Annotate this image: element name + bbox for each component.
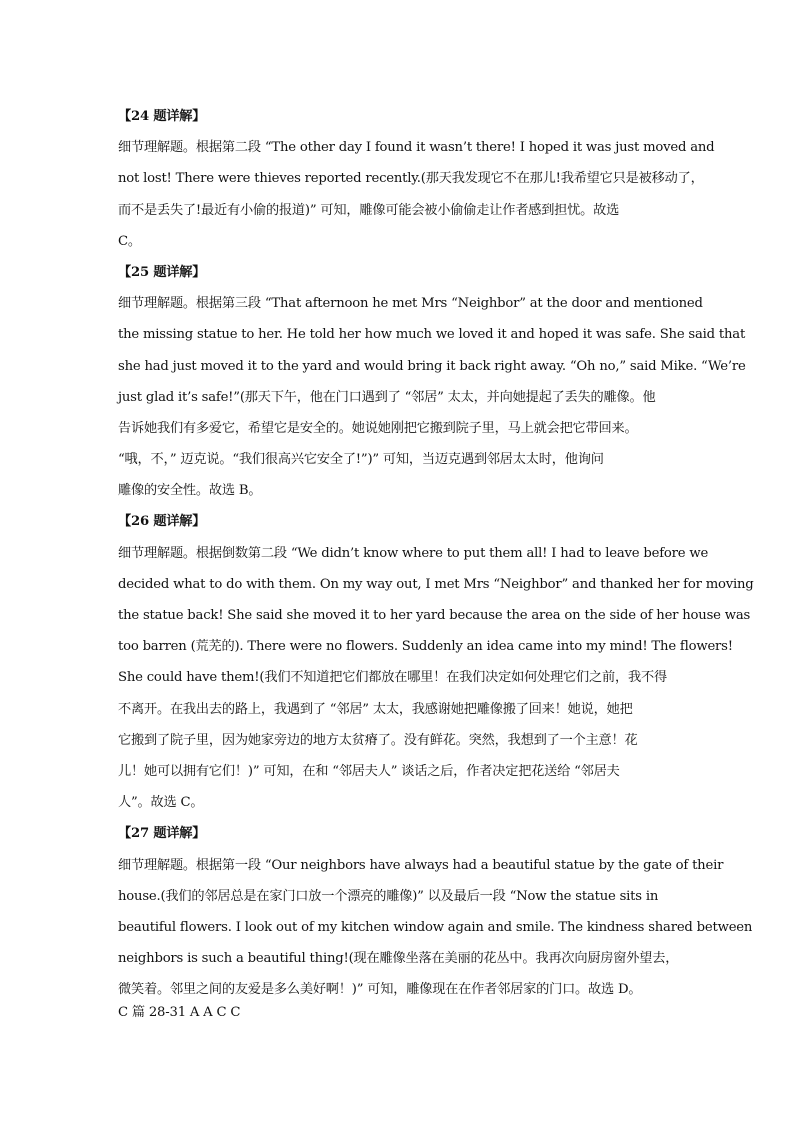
- answer-explanations: [118, 101, 754, 1023]
- text-line: not lost! There were thieves reported recently.(那天我发现它不在那儿!我希望它只是被移动了，: [118, 171, 704, 187]
- text-line: 它搬到了院子里，因为她家旁边的地方太贫瘠了。没有鲜花。突然，我想到了一个主意！花: [118, 732, 638, 748]
- text-line: 雕像的安全性。故选 B。: [118, 483, 262, 499]
- text-line: She could have them!(我们不知道把它们都放在哪里！在我们决定如何处理它们之前，我不得: [118, 670, 667, 686]
- heading-q24: 【24 题详解】: [118, 109, 206, 124]
- text-line: the missing statue to her. He told her how much we loved it and hoped it was safe. She said that: [118, 327, 746, 343]
- heading-q25: 【25 题详解】: [118, 264, 206, 280]
- text-line: beautiful flowers. I look out of my kitchen window again and smile. The kindness shared between: [118, 919, 753, 935]
- text-line: decided what to do with them. On my way out, I met Mrs “Neighbor” and thanked her for moving: [118, 576, 754, 592]
- text-line: 人”。故选 C。: [118, 795, 204, 811]
- text-line: C。: [118, 233, 141, 249]
- text-line: “哦，不，” 迈克说。“我们很高兴它安全了!”)” 可知，当迈克遇到邻居太太时，他询问: [118, 452, 604, 468]
- text-line: 细节理解题。根据第三段 “That afternoon he met Mrs “Neighbor” at the door and mentioned: [118, 296, 703, 312]
- text-line: 细节理解题。根据第二段 “The other day I found it wasn’t there! I hoped it was just moved and: [118, 140, 715, 156]
- text-line: just glad it’s safe!”(那天下午，他在门口遇到了 “邻居” 太太，并向她提起了丢失的雕像。他: [118, 389, 656, 405]
- text-line: too barren (荒芜的). There were no flowers. Suddenly an idea came into my mind! The flowers!: [118, 639, 733, 655]
- section-c-answers: C 篇 28-31 A A C C: [118, 1005, 241, 1021]
- text-line: house.(我们的邻居总是在家门口放一个漂亮的雕像)” 以及最后一段 “Now the statue sits in: [118, 888, 659, 904]
- heading-q26: 【26 题详解】: [118, 514, 206, 530]
- text-line: neighbors is such a beautiful thing!(现在雕像坐落在美丽的花丛中。我再次向厨房窗外望去，: [118, 951, 679, 967]
- text-line: 细节理解题。根据第一段 “Our neighbors have always had a beautiful statue by the gate of their: [118, 857, 724, 873]
- text-line: the statue back! She said she moved it to her yard because the area on the side of her house was: [118, 608, 751, 623]
- text-line: she had just moved it to the yard and would bring it back right away. “Oh no,” said Mike. “We’re: [118, 358, 746, 374]
- text-line: 告诉她我们有多爱它，希望它是安全的。她说她刚把它搬到院子里，马上就会把它带回来。: [118, 420, 638, 436]
- heading-q27: 【27 题详解】: [118, 826, 206, 842]
- text-line: 细节理解题。根据倒数第二段 “We didn’t know where to put them all! I had to leave before we: [118, 545, 709, 561]
- text-line: 不离开。在我出去的路上，我遇到了 “邻居” 太太，我感谢她把雕像搬了回来！她说，她把: [118, 701, 633, 717]
- text-line: 而不是丢失了!最近有小偷的报道)” 可知，雕像可能会被小偷偷走让作者感到担忧。故选: [118, 202, 620, 218]
- text-line: 微笑着。邻里之间的友爱是多么美好啊！)” 可知，雕像现在在作者邻居家的门口。故选 D。: [118, 982, 642, 998]
- text-line: 儿！她可以拥有它们！)” 可知，在和 “邻居夫人” 谈话之后，作者决定把花送给 “邻居夫: [118, 763, 620, 779]
